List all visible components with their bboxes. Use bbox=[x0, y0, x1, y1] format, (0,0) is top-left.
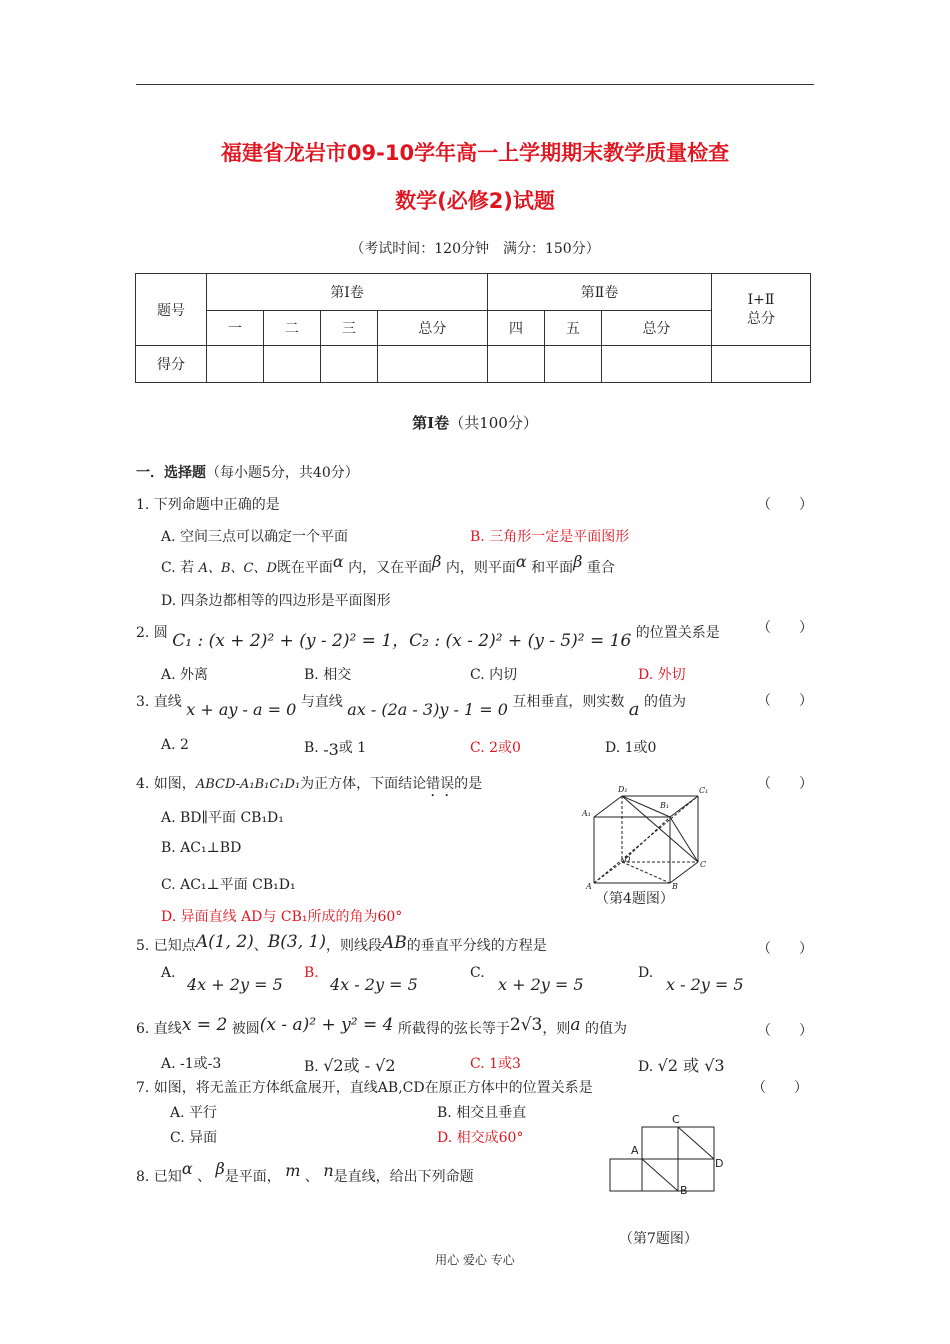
q5-option-b-label: B. bbox=[304, 965, 319, 981]
q1-c-text3: 内，又在平面 bbox=[348, 560, 433, 576]
q3-expr1: x + ay - a = 0 bbox=[186, 700, 297, 719]
q1-answer-paren[interactable]: （ ） bbox=[757, 497, 813, 513]
cube-label-a: A bbox=[586, 882, 592, 891]
q7-answer-paren[interactable]: （ ） bbox=[752, 1080, 808, 1096]
q1-c-alpha2: α bbox=[515, 552, 527, 571]
q4-answer-paren[interactable]: （ ） bbox=[757, 776, 813, 792]
score-table-part2: 第Ⅱ卷 bbox=[487, 274, 711, 311]
score-cell[interactable] bbox=[377, 346, 487, 383]
q4-caption: （第4题图） bbox=[595, 891, 674, 907]
q3-mid: 与直线 bbox=[300, 694, 343, 710]
q5-stem bbox=[136, 932, 547, 955]
q3-b-tail: 或 1 bbox=[338, 740, 367, 756]
score-table-total bbox=[712, 274, 811, 346]
q8-m: m bbox=[285, 1161, 301, 1180]
q2-tail: 的位置关系是 bbox=[635, 625, 720, 641]
cube-hidden-diagonal bbox=[622, 862, 670, 883]
q6-b-value: √2或 - √2 bbox=[323, 1056, 396, 1075]
q6-stem2: 被圆 bbox=[231, 1021, 260, 1037]
q1-c-beta2: β bbox=[573, 552, 583, 571]
score-table-tihao: 题号 bbox=[136, 274, 207, 346]
q4-stem3: 为正方体，下面结论 bbox=[300, 776, 427, 792]
q6-stem1: 6. 直线 bbox=[136, 1021, 182, 1037]
q4-stem-emphasis: 错误 bbox=[426, 776, 455, 792]
q2-option-c: C. 内切 bbox=[470, 667, 518, 683]
q4-cube-name: ABCD-A₁B₁C₁D₁ bbox=[195, 777, 301, 792]
score-subcol: 一 bbox=[207, 311, 264, 346]
q1-stem: 1. 下列命题中正确的是 bbox=[136, 497, 280, 513]
q2-stem bbox=[136, 617, 720, 651]
top-rule bbox=[136, 84, 814, 85]
net-line-cd bbox=[678, 1127, 714, 1159]
score-cell[interactable] bbox=[320, 346, 377, 383]
q4-option-b: B. AC₁⊥BD bbox=[161, 840, 242, 856]
q1-option-d: D. 四条边都相等的四边形是平面图形 bbox=[161, 593, 391, 609]
q5-stem1: 5. 已知点 bbox=[136, 938, 196, 954]
q5-option-c-label: C. bbox=[470, 965, 485, 981]
q7-caption: （第7题图） bbox=[619, 1231, 698, 1247]
section1-heading bbox=[0, 412, 950, 433]
score-row-label: 得分 bbox=[136, 346, 207, 383]
score-cell[interactable] bbox=[263, 346, 320, 383]
cube-edge bbox=[670, 862, 698, 883]
q8-stem2: 是平面， bbox=[224, 1169, 281, 1185]
score-table-total-bottom: 总分 bbox=[747, 310, 775, 327]
q8-stem3: 是直线，给出下列命题 bbox=[333, 1169, 474, 1185]
net-label-a: A bbox=[631, 1144, 639, 1157]
cube-label-d: D bbox=[624, 855, 631, 864]
cube-label-a1: A₁ bbox=[582, 809, 591, 818]
q1-c-text5: 和平面 bbox=[531, 560, 574, 576]
section1-note: （共100分） bbox=[449, 414, 538, 432]
q7-stem: 7. 如图，将无盖正方体纸盒展开，直线AB,CD在原正方体中的位置关系是 bbox=[136, 1080, 593, 1096]
score-table-part1: 第Ⅰ卷 bbox=[207, 274, 488, 311]
q5-sep: 、 bbox=[253, 938, 268, 954]
q5-answer-paren[interactable]: （ ） bbox=[757, 941, 813, 957]
q4-cube-svg bbox=[580, 782, 715, 892]
q7-option-c: C. 异面 bbox=[170, 1130, 218, 1146]
q3-num: 3. 直线 bbox=[136, 694, 182, 710]
q4-stem bbox=[136, 773, 482, 800]
cube-label-b1: B₁ bbox=[660, 801, 670, 810]
score-table bbox=[135, 273, 811, 383]
q3-answer-paren[interactable]: （ ） bbox=[757, 693, 813, 709]
q7-option-a: A. 平行 bbox=[170, 1105, 218, 1121]
part-title-main: 一．选择题 bbox=[136, 465, 206, 481]
q3-option-a: A. 2 bbox=[161, 737, 189, 753]
q1-c-alpha: α bbox=[332, 552, 344, 571]
q3-option-b bbox=[304, 737, 366, 757]
q5-option-c: x + 2y = 5 bbox=[498, 975, 584, 994]
score-cell[interactable] bbox=[487, 346, 544, 383]
exam-subtitle: 数学(必修2)试题 bbox=[395, 189, 555, 213]
q3-var: a bbox=[628, 699, 640, 720]
net-square bbox=[642, 1127, 678, 1159]
q4-cube-figure bbox=[580, 782, 715, 892]
q1-option-c bbox=[161, 552, 615, 577]
q5-option-b: 4x - 2y = 5 bbox=[330, 975, 418, 994]
q1-c-beta: β bbox=[432, 552, 442, 571]
q5-option-d-label: D. bbox=[638, 965, 654, 981]
q6-option-d bbox=[638, 1053, 725, 1076]
q6-d-label: D. bbox=[638, 1059, 654, 1075]
cube-label-c: C bbox=[700, 860, 707, 869]
q8-stem bbox=[136, 1159, 474, 1186]
q6-expr2: (x - a)² + y² = 4 bbox=[259, 1015, 394, 1035]
q5-option-a-label: A. bbox=[161, 965, 176, 981]
q6-answer-paren[interactable]: （ ） bbox=[757, 1023, 813, 1039]
q3-b-value: -3 bbox=[323, 740, 339, 759]
q4-option-a: A. BD∥平面 CB₁D₁ bbox=[161, 810, 284, 826]
q3-expr2: ax - (2a - 3)y - 1 = 0 bbox=[347, 700, 508, 719]
score-cell[interactable] bbox=[712, 346, 811, 383]
net-line-ab bbox=[642, 1159, 678, 1191]
cube-label-c1: C₁ bbox=[699, 786, 709, 795]
net-label-d: D bbox=[715, 1157, 724, 1170]
q6-option-c: C. 1或3 bbox=[470, 1056, 521, 1072]
q1-c-text1: C. 若 bbox=[161, 560, 195, 576]
q6-option-b bbox=[304, 1053, 396, 1076]
q3-stem bbox=[136, 690, 686, 720]
score-subcol: 二 bbox=[263, 311, 320, 346]
page-footer: 用心 爱心 专心 bbox=[435, 1253, 515, 1267]
q6-d-value: √2 或 √3 bbox=[657, 1056, 725, 1075]
q7-option-d: D. 相交成60° bbox=[437, 1130, 524, 1146]
cube-label-d1: D₁ bbox=[618, 785, 628, 794]
score-cell[interactable] bbox=[601, 346, 711, 383]
score-subcol: 总分 bbox=[601, 311, 711, 346]
q6-stem5: 的值为 bbox=[584, 1021, 627, 1037]
q5-seg: AB bbox=[382, 933, 407, 953]
score-subcol: 五 bbox=[544, 311, 601, 346]
q5-stem2: ，则线段 bbox=[326, 938, 382, 954]
q6-var: a bbox=[570, 1015, 581, 1035]
q1-option-b: B. 三角形一定是平面图形 bbox=[470, 529, 630, 545]
q5-stem3: 的垂直平分线的方程是 bbox=[406, 938, 547, 954]
q1-c-text6: 重合 bbox=[586, 560, 615, 576]
cube-label-b: B bbox=[672, 882, 678, 891]
q1-c-points: A、B、C、D bbox=[198, 561, 277, 576]
exam-info: （考试时间：120分钟 满分：150分） bbox=[350, 241, 600, 257]
score-subcol: 总分 bbox=[377, 311, 487, 346]
q5-option-d: x - 2y = 5 bbox=[666, 975, 744, 994]
score-cell[interactable] bbox=[207, 346, 264, 383]
q6-option-a: A. -1或-3 bbox=[161, 1056, 222, 1072]
q6-b-label: B. bbox=[304, 1059, 319, 1075]
q8-sep1: 、 bbox=[197, 1169, 212, 1185]
q8-sep2: 、 bbox=[304, 1169, 319, 1185]
q5-option-a: 4x + 2y = 5 bbox=[187, 975, 283, 994]
part-title-note: （每小题5分，共40分） bbox=[206, 465, 359, 481]
net-label-b: B bbox=[680, 1184, 688, 1197]
q7-net-svg bbox=[600, 1110, 730, 1210]
q8-stem1: 8. 已知 bbox=[136, 1169, 182, 1185]
q3-b-label: B. bbox=[304, 740, 319, 756]
q2-num: 2. 圆 bbox=[136, 625, 168, 641]
q1-c-text2: 既在平面 bbox=[276, 560, 333, 576]
net-label-c: C bbox=[672, 1113, 680, 1126]
score-subcol: 三 bbox=[320, 311, 377, 346]
q1-option-a: A. 空间三点可以确定一个平面 bbox=[161, 529, 349, 545]
section1-title: 第Ⅰ卷 bbox=[412, 414, 450, 432]
q3-option-d: D. 1或0 bbox=[605, 740, 657, 756]
cube-diagonal bbox=[670, 817, 698, 862]
q3-tail2: 的值为 bbox=[643, 694, 686, 710]
q8-alpha: α bbox=[181, 1159, 193, 1178]
q4-option-d: D. 异面直线 AD与 CB₁所成的角为60° bbox=[161, 909, 403, 925]
q6-expr1: x = 2 bbox=[181, 1015, 228, 1035]
q6-expr3: 2√3 bbox=[509, 1015, 543, 1035]
exam-title: 福建省龙岩市09-10学年高一上学期期末教学质量检查 bbox=[220, 141, 730, 165]
q6-stem3: 所截得的弦长等于 bbox=[397, 1021, 510, 1037]
q2-answer-paren[interactable]: （ ） bbox=[757, 620, 813, 636]
q2-option-a: A. 外离 bbox=[161, 667, 209, 683]
q6-stem bbox=[136, 1015, 627, 1038]
score-subcol: 四 bbox=[487, 311, 544, 346]
q2-option-b: B. 相交 bbox=[304, 667, 352, 683]
q8-beta: β bbox=[215, 1159, 225, 1178]
net-square bbox=[610, 1159, 642, 1191]
q4-stem1: 4. 如图， bbox=[136, 776, 196, 792]
q6-stem4: ，则 bbox=[542, 1021, 571, 1037]
q8-n: n bbox=[323, 1161, 334, 1180]
q7-option-b: B. 相交且垂直 bbox=[437, 1105, 527, 1121]
q4-stem5: 的是 bbox=[454, 776, 483, 792]
part-title bbox=[136, 462, 359, 482]
score-table-total-top: Ⅰ+Ⅱ bbox=[747, 291, 775, 308]
q3-tail: 互相垂直，则实数 bbox=[512, 694, 625, 710]
q5-point-a: A(1, 2) bbox=[195, 932, 254, 952]
q5-point-b: B(3, 1) bbox=[267, 932, 326, 952]
q4-option-c: C. AC₁⊥平面 CB₁D₁ bbox=[161, 877, 296, 893]
cube-edge bbox=[594, 796, 622, 817]
q2-expr: C₁ : (x + 2)² + (y - 2)² = 1，C₂ : (x - 2)² + (y - 5)² = 16 bbox=[172, 631, 632, 651]
score-cell[interactable] bbox=[544, 346, 601, 383]
q1-c-text4: 内，则平面 bbox=[445, 560, 516, 576]
q7-net-figure bbox=[600, 1110, 730, 1210]
q3-option-c: C. 2或0 bbox=[470, 740, 521, 756]
q2-option-d: D. 外切 bbox=[638, 667, 686, 683]
